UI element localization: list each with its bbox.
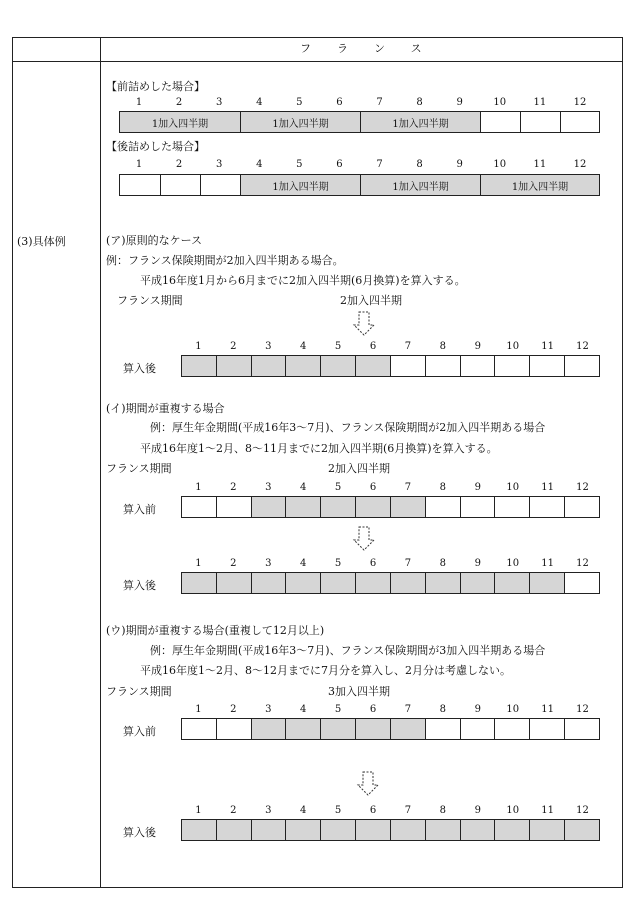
- month-cell: [285, 497, 320, 517]
- month-number: 8: [439, 558, 447, 569]
- month-number: 11: [541, 341, 554, 352]
- month-cell: [390, 573, 425, 593]
- quarter-block: 1加入四半期: [360, 175, 480, 195]
- case-c-after-grid: [181, 819, 600, 841]
- month-number: 9: [474, 558, 481, 569]
- month-number: 1: [135, 97, 143, 108]
- month-cell: [355, 573, 390, 593]
- month-cell: [529, 573, 564, 593]
- month-cell: [355, 497, 390, 517]
- case-b-after-grid: [181, 572, 600, 594]
- month-cell: [285, 573, 320, 593]
- month-number: 12: [573, 159, 587, 170]
- month-cell: [320, 820, 355, 840]
- month-cell: [251, 719, 286, 739]
- month-number: 4: [256, 159, 263, 170]
- month-cell: [425, 356, 460, 376]
- case-a-quarters-label: 2加入四半期: [340, 294, 402, 307]
- month-cell: [251, 573, 286, 593]
- month-number: 8: [439, 341, 447, 352]
- month-number: 1: [195, 482, 202, 493]
- quarter-block: 1加入四半期: [480, 175, 599, 195]
- month-number: 4: [300, 704, 307, 715]
- month-number: 7: [404, 341, 412, 352]
- column-divider: [100, 37, 101, 888]
- month-number: 2: [230, 482, 237, 493]
- month-number: 6: [369, 805, 377, 816]
- case-a-line2: 平成16年度1月から6月までに2加入四半期(6月換算)を算入する。: [140, 274, 466, 287]
- month-number: 11: [541, 482, 554, 493]
- month-number: 10: [506, 482, 520, 493]
- month-cell: [460, 719, 495, 739]
- month-number: 1: [135, 159, 143, 170]
- month-cell: [216, 820, 251, 840]
- month-cell: [251, 820, 286, 840]
- month-cell: [216, 497, 251, 517]
- case-b-before-label: 算入前: [123, 503, 156, 516]
- month-cell: [564, 573, 599, 593]
- month-cell: [564, 820, 599, 840]
- month-number: 3: [216, 97, 223, 108]
- month-cell: [529, 820, 564, 840]
- month-number: 10: [506, 805, 520, 816]
- month-cell: [494, 356, 529, 376]
- month-number: 11: [533, 97, 547, 108]
- column-header-title: フランス: [300, 42, 448, 55]
- case-b-title: (イ)期間が重複する場合: [106, 402, 225, 415]
- month-cell: [251, 497, 286, 517]
- month-number: 11: [541, 704, 554, 715]
- down-arrow-icon: [356, 771, 380, 797]
- month-cell: [216, 719, 251, 739]
- month-number: 2: [230, 805, 237, 816]
- month-number: 5: [296, 159, 303, 170]
- month-number: 10: [506, 341, 520, 352]
- front-fill-title: 【前詰めした場合】: [106, 80, 205, 93]
- month-cell: [160, 175, 200, 195]
- month-number: 11: [541, 558, 554, 569]
- month-number: 9: [456, 159, 463, 170]
- month-cell: [182, 820, 216, 840]
- header-divider: [12, 61, 623, 62]
- month-number: 11: [541, 805, 554, 816]
- month-number: 8: [439, 482, 447, 493]
- case-a-title: (ア)原則的なケース: [106, 234, 203, 247]
- month-number: 5: [334, 805, 342, 816]
- month-number: 7: [376, 159, 383, 170]
- month-cell: [425, 497, 460, 517]
- case-a-line1: 例：フランス保険期間が2加入四半期ある場合。: [106, 254, 344, 267]
- month-cell: [425, 573, 460, 593]
- month-number: 3: [265, 341, 272, 352]
- month-number: 9: [474, 482, 481, 493]
- month-cell: [480, 112, 520, 132]
- month-cell: [425, 820, 460, 840]
- case-c-line1: 例：厚生年金期間(平成16年3〜7月)、フランス保険期間が3加入四半期ある場合: [150, 644, 546, 657]
- month-number: 5: [296, 97, 303, 108]
- quarter-block: 1加入四半期: [120, 112, 240, 132]
- month-cell: [564, 497, 599, 517]
- month-cell: [285, 356, 320, 376]
- month-cell: [494, 573, 529, 593]
- month-cell: [285, 820, 320, 840]
- month-ruler: [181, 558, 600, 572]
- month-number: 4: [300, 558, 307, 569]
- month-number: 7: [376, 97, 383, 108]
- case-b-period-label: フランス期間: [106, 462, 172, 475]
- month-number: 10: [493, 159, 507, 170]
- month-cell: [494, 497, 529, 517]
- front-fill-grid: [119, 111, 600, 133]
- month-number: 7: [404, 704, 412, 715]
- month-cell: [320, 719, 355, 739]
- month-number: 12: [576, 482, 589, 493]
- month-number: 9: [474, 805, 481, 816]
- month-number: 2: [230, 558, 237, 569]
- month-ruler: [119, 97, 600, 111]
- month-number: 4: [256, 97, 263, 108]
- month-cell: [529, 719, 564, 739]
- month-number: 2: [175, 97, 183, 108]
- month-number: 7: [404, 558, 412, 569]
- month-cell: [390, 356, 425, 376]
- month-cell: [320, 356, 355, 376]
- month-cell: [560, 112, 599, 132]
- month-number: 4: [300, 482, 307, 493]
- month-cell: [425, 719, 460, 739]
- case-a-after-label: 算入後: [123, 362, 156, 375]
- month-cell: [182, 719, 216, 739]
- month-number: 6: [336, 159, 343, 170]
- month-cell: [564, 356, 599, 376]
- case-b-before-grid: [181, 496, 600, 518]
- case-b-quarters-label: 2加入四半期: [328, 462, 390, 475]
- month-number: 4: [300, 805, 307, 816]
- month-number: 6: [369, 558, 377, 569]
- month-cell: [494, 820, 529, 840]
- month-number: 6: [336, 97, 343, 108]
- month-number: 6: [369, 482, 377, 493]
- down-arrow-icon: [352, 526, 376, 552]
- case-b-line1: 例：厚生年金期間(平成16年3〜7月)、フランス保険期間が2加入四半期ある場合: [150, 421, 546, 434]
- month-cell: [529, 356, 564, 376]
- month-cell: [460, 573, 495, 593]
- case-a-after-grid: [181, 355, 600, 377]
- month-cell: [390, 719, 425, 739]
- month-number: 8: [439, 805, 447, 816]
- case-c-before-grid: [181, 718, 600, 740]
- month-number: 8: [439, 704, 447, 715]
- back-fill-grid: [119, 174, 600, 196]
- case-c-line2: 平成16年度1〜2月、8〜12月までに7月分を算入し、2月分は考慮しない。: [140, 664, 511, 677]
- month-cell: [355, 719, 390, 739]
- case-c-quarters-label: 3加入四半期: [328, 685, 390, 698]
- month-cell: [529, 497, 564, 517]
- month-number: 6: [369, 704, 377, 715]
- month-number: 5: [334, 704, 342, 715]
- month-number: 6: [369, 341, 377, 352]
- month-number: 1: [195, 558, 202, 569]
- month-number: 9: [456, 97, 463, 108]
- month-number: 2: [230, 341, 237, 352]
- month-number: 7: [404, 805, 412, 816]
- month-ruler: [119, 159, 600, 173]
- month-cell: [120, 175, 160, 195]
- month-number: 10: [506, 558, 520, 569]
- case-c-before-label: 算入前: [123, 725, 156, 738]
- month-number: 5: [334, 558, 342, 569]
- month-cell: [390, 820, 425, 840]
- case-a-period-label: フランス期間: [117, 294, 183, 307]
- quarter-block: 1加入四半期: [240, 112, 360, 132]
- month-number: 10: [506, 704, 520, 715]
- month-number: 11: [533, 159, 547, 170]
- month-cell: [564, 719, 599, 739]
- month-cell: [320, 573, 355, 593]
- row-label: (3)具体例: [17, 235, 66, 248]
- month-cell: [494, 719, 529, 739]
- month-number: 3: [265, 558, 272, 569]
- month-cell: [216, 573, 251, 593]
- month-number: 3: [265, 805, 272, 816]
- quarter-block: 1加入四半期: [360, 112, 480, 132]
- month-number: 12: [576, 341, 589, 352]
- month-number: 8: [416, 159, 423, 170]
- month-cell: [251, 356, 286, 376]
- month-number: 3: [265, 482, 272, 493]
- back-fill-title: 【後詰めした場合】: [106, 140, 205, 153]
- month-cell: [460, 820, 495, 840]
- case-c-after-label: 算入後: [123, 826, 156, 839]
- month-cell: [355, 820, 390, 840]
- case-c-title: (ウ)期間が重複する場合(重複して12月以上): [106, 624, 325, 637]
- month-cell: [320, 497, 355, 517]
- month-cell: [285, 719, 320, 739]
- month-cell: [182, 573, 216, 593]
- month-number: 4: [300, 341, 307, 352]
- month-cell: [182, 497, 216, 517]
- month-cell: [216, 356, 251, 376]
- month-number: 2: [230, 704, 237, 715]
- month-number: 12: [576, 805, 589, 816]
- month-number: 3: [265, 704, 272, 715]
- month-number: 1: [195, 341, 202, 352]
- month-cell: [520, 112, 560, 132]
- month-number: 5: [334, 341, 342, 352]
- month-number: 10: [493, 97, 507, 108]
- month-number: 12: [573, 97, 587, 108]
- month-number: 1: [195, 704, 202, 715]
- month-number: 1: [195, 805, 202, 816]
- month-ruler: [181, 482, 600, 496]
- month-number: 2: [175, 159, 183, 170]
- month-cell: [390, 497, 425, 517]
- month-cell: [355, 356, 390, 376]
- month-ruler: [181, 805, 600, 819]
- month-ruler: [181, 341, 600, 355]
- month-cell: [460, 497, 495, 517]
- month-ruler: [181, 704, 600, 718]
- month-number: 9: [474, 704, 481, 715]
- month-number: 12: [576, 558, 589, 569]
- down-arrow-icon: [352, 311, 376, 337]
- month-cell: [460, 356, 495, 376]
- month-number: 9: [474, 341, 481, 352]
- month-number: 7: [404, 482, 412, 493]
- month-cell: [200, 175, 240, 195]
- month-number: 8: [416, 97, 423, 108]
- case-b-after-label: 算入後: [123, 579, 156, 592]
- month-number: 5: [334, 482, 342, 493]
- case-c-period-label: フランス期間: [106, 685, 172, 698]
- quarter-block: 1加入四半期: [240, 175, 360, 195]
- month-number: 3: [216, 159, 223, 170]
- month-number: 12: [576, 704, 589, 715]
- case-b-line2: 平成16年度1〜2月、8〜11月までに2加入四半期(6月換算)を算入する。: [140, 442, 498, 455]
- month-cell: [182, 356, 216, 376]
